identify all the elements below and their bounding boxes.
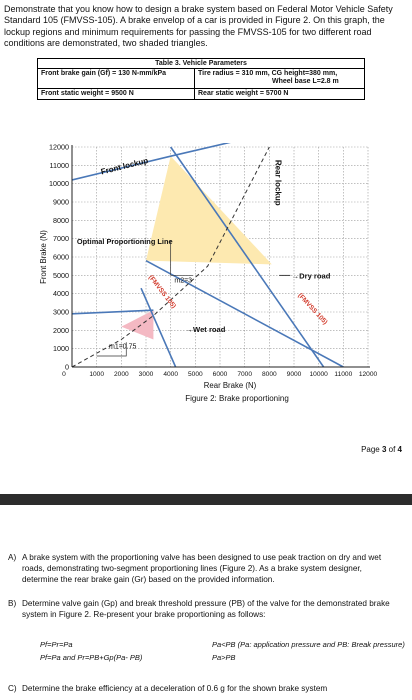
question-a xyxy=(8,552,394,585)
question-text: Determine the brake efficiency at a deceleration of 0.6 g for the shown brake system xyxy=(22,684,328,693)
rear-lockup-label: Rear lockup xyxy=(273,159,283,206)
page-of: of xyxy=(386,445,398,454)
wet-road-label: →Wet road xyxy=(185,325,226,335)
table-row xyxy=(38,69,364,89)
x-tick-label: 8000 xyxy=(261,371,277,378)
x-axis-label: Rear Brake (N) xyxy=(203,381,257,390)
slope-m1-label: m1=0.75 xyxy=(109,343,137,351)
question-b xyxy=(8,598,394,620)
equation: Pa<PB (Pa: application pressure and PB: Break pressure) xyxy=(212,640,405,649)
y-tick-label: 0 xyxy=(65,362,69,372)
y-tick-label: 9000 xyxy=(53,197,69,207)
equation: Pf=Pa and Pr=PB+Gp(Pa- PB) xyxy=(40,653,143,662)
equation: Pf=Pr=Pa xyxy=(40,640,73,649)
y-tick-label: 7000 xyxy=(53,234,69,244)
x-tick-label: 5000 xyxy=(187,371,203,378)
y-tick-label: 5000 xyxy=(53,270,69,280)
y-axis-label: Front Brake (N) xyxy=(39,230,48,284)
x-tick-label: 3000 xyxy=(138,371,154,378)
y-tick-label: 3000 xyxy=(53,307,69,317)
y-tick-label: 11000 xyxy=(49,160,69,170)
x-tick-label: 9000 xyxy=(286,371,302,378)
page-divider xyxy=(0,494,412,505)
x-tick-label: 4000 xyxy=(163,371,179,378)
wheel-base-text: Wheel base L=2.8 m xyxy=(272,78,339,86)
y-tick-label: 8000 xyxy=(53,215,69,225)
wet-road-triangle xyxy=(121,310,153,339)
front-lockup-label: Front lockup xyxy=(99,155,150,177)
table-cell: Rear static weight = 5700 N xyxy=(198,89,289,97)
x-tick-label: 12000 xyxy=(358,371,378,378)
slope-m2-label: m2=3 xyxy=(174,277,193,285)
table-cell xyxy=(195,69,364,88)
x-tick-label: 1000 xyxy=(89,371,105,378)
equation: Pa>PB xyxy=(212,653,236,662)
table-cell: Front brake gain (Gf) = 130 N-mm/kPa xyxy=(38,69,195,88)
figure-caption: Figure 2: Brake proportioning xyxy=(185,394,289,403)
page-current: 3 xyxy=(381,445,387,454)
dry-road-triangle xyxy=(146,156,272,264)
question-text: Determine valve gain (Gp) and break threshold pressure (PB) of the valve for the demonstrated brake system in Figure 2. Re-present your brake proportioning as follows: xyxy=(22,599,390,619)
dry-fmvss-label: (FMVSS 105) xyxy=(296,292,329,327)
intro-paragraph: Demonstrate that you know how to design a brake system based on Federal Motor Vehicle Safety Standard 105 (FMVSS-105). A brake envelop of a car is provided in Figure 2. On this graph, the lockup regions and minimum requirements for passing the FMVSS-105 for two different road conditions are demonstrated, two shaded triangles. xyxy=(4,4,393,49)
x-tick-label: 0 xyxy=(62,371,66,378)
table-row xyxy=(38,89,364,99)
question-c xyxy=(8,683,394,694)
dry-road-label: →Dry road xyxy=(291,271,331,281)
x-tick-label: 10000 xyxy=(309,371,328,378)
y-tick-label: 1000 xyxy=(53,344,69,354)
x-tick-label: 2000 xyxy=(113,371,129,378)
y-tick-label: 12000 xyxy=(49,142,69,152)
y-tick-label: 4000 xyxy=(53,289,69,299)
question-label: C) xyxy=(8,684,17,693)
y-tick-label: 6000 xyxy=(53,252,69,262)
vehicle-parameters-table xyxy=(37,58,365,100)
y-tick-label: 2000 xyxy=(53,325,69,335)
table-title: Table 3. Vehicle Parameters xyxy=(38,59,364,69)
wet-fmvss-label: (FMVSS 105) xyxy=(146,274,178,310)
page-prefix: Page xyxy=(361,445,382,454)
x-tick-label: 6000 xyxy=(212,371,228,378)
x-tick-label: 7000 xyxy=(237,371,253,378)
y-tick-label: 10000 xyxy=(49,179,69,189)
optimal-line-label: Optimal Proportioning Line xyxy=(76,237,173,247)
page-number xyxy=(361,445,402,454)
tire-radius-text: Tire radius = 310 mm, CG height=380 mm, xyxy=(198,70,338,77)
question-text: A brake system with the proportioning valve has been designed to use peak traction on dry and wet roads, demonstrating two-segment proportioning lines (Figure 2). As a brake system designer, determine the rear brake gain (Gr) based on the provided information. xyxy=(22,553,382,584)
table-cell: Front static weight = 9500 N xyxy=(38,89,195,99)
brake-proportioning-chart xyxy=(0,105,412,395)
question-label: A) xyxy=(8,553,17,562)
page-total: 4 xyxy=(397,445,402,454)
question-label: B) xyxy=(8,599,17,608)
x-tick-label: 11000 xyxy=(334,371,353,378)
